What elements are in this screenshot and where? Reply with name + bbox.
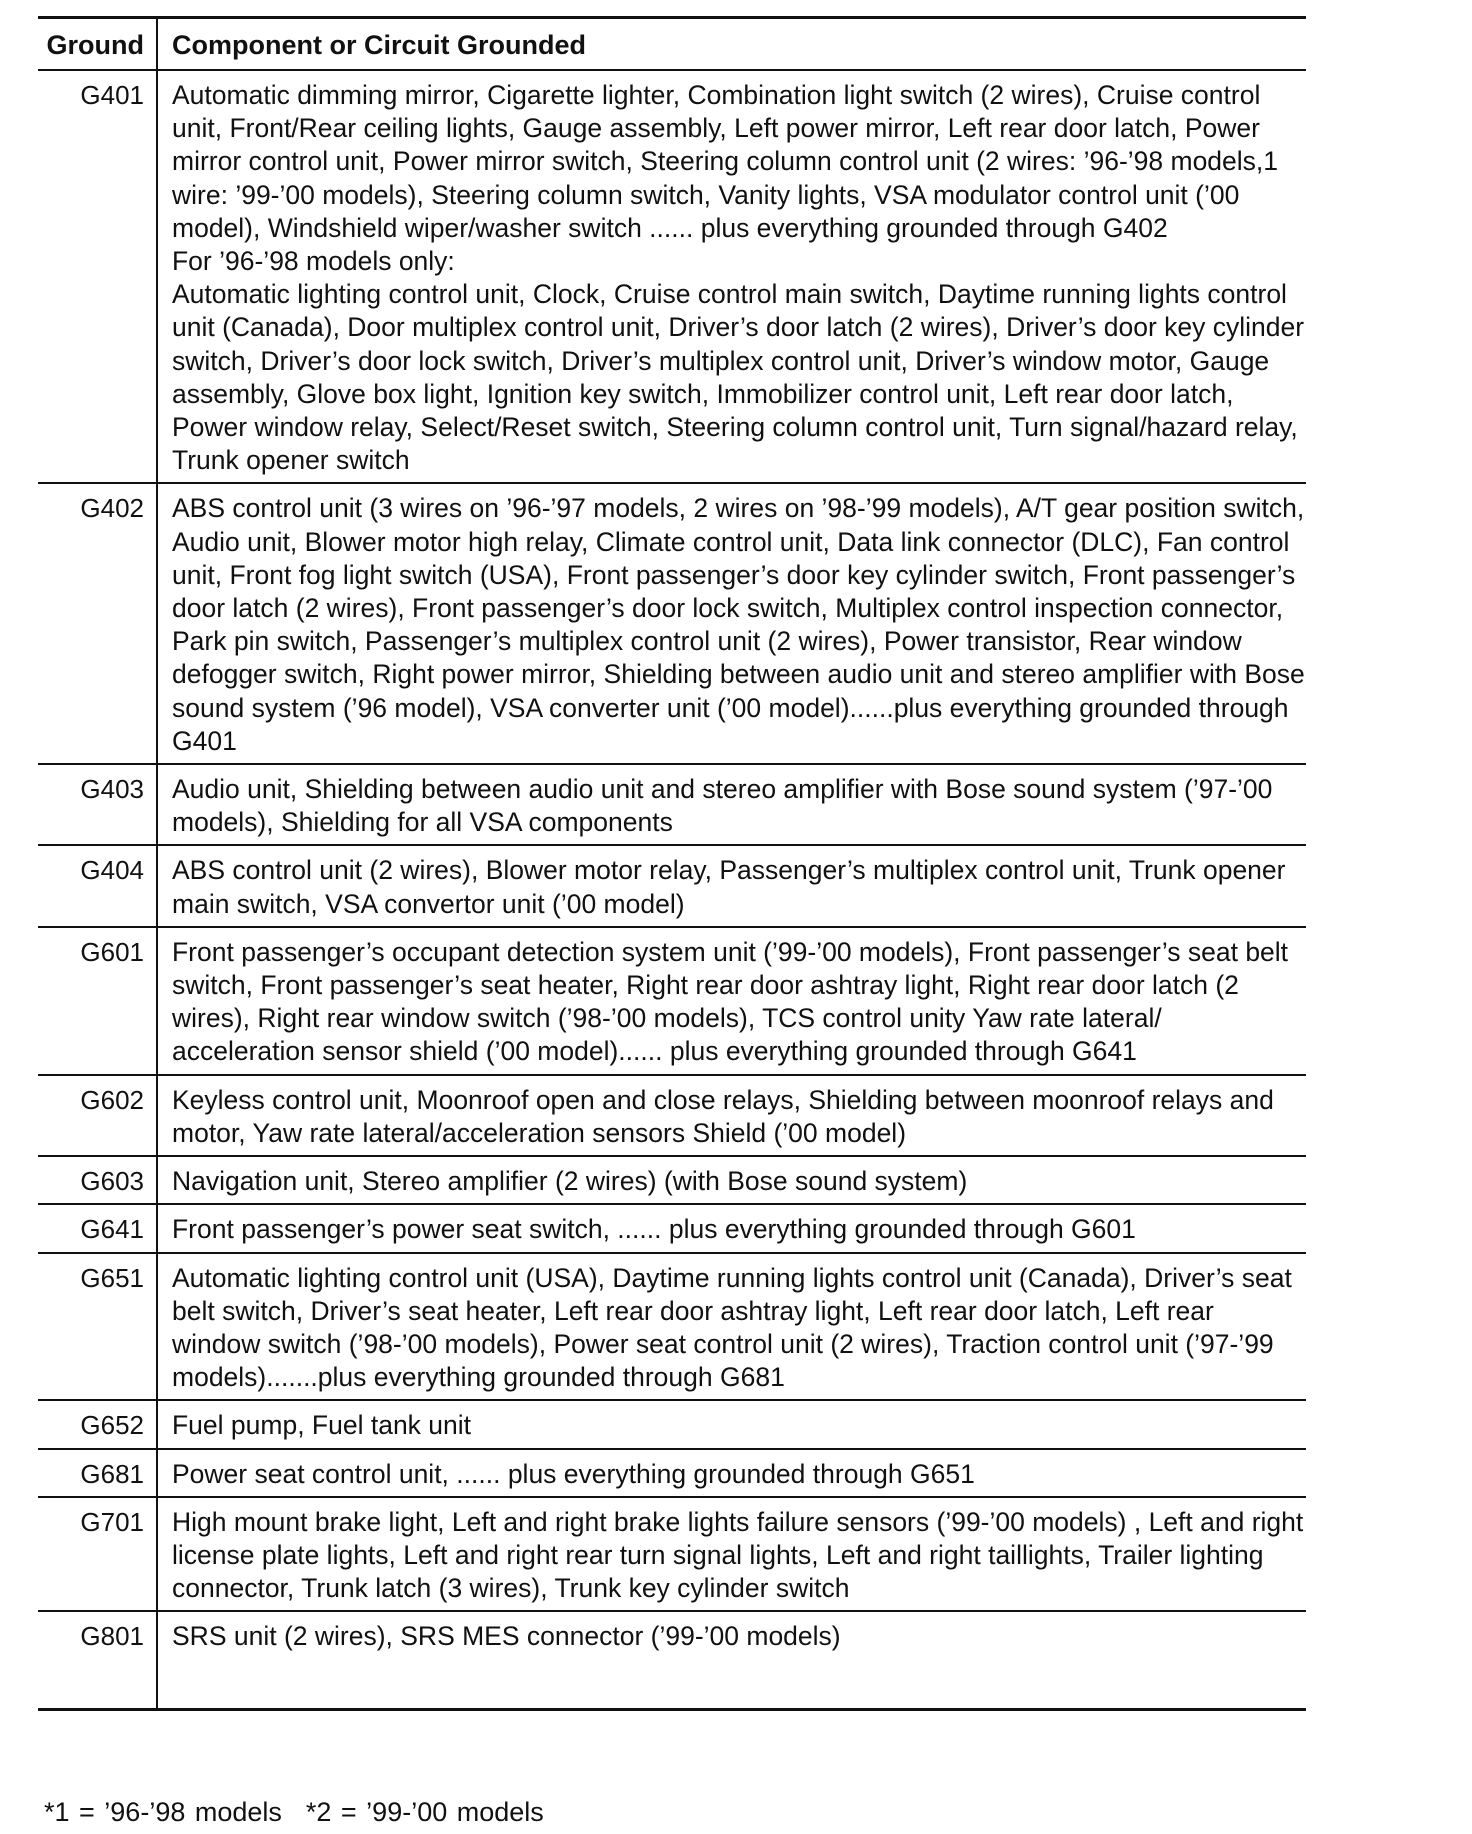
ground-cell: G602 — [80, 1084, 144, 1115]
ground-cell: G652 — [80, 1410, 144, 1441]
ground-cell: G401 — [80, 80, 144, 110]
component-text: Automatic lighting control unit (USA), Daytime running lights control unit (Canada), Driver’s seat belt switch, Driver’s seat heater, Left rear door ashtray light, Left rear door latch, Left rear window switch (’98-’00 models), Power seat control unit (2 wires), Traction control unit (’97-’99 models).......plus everything grounded through G681 — [172, 1262, 1292, 1393]
table-row — [38, 484, 1306, 765]
ground-cell: G404 — [80, 855, 144, 886]
ground-cell: G701 — [80, 1506, 144, 1537]
component-cell — [156, 1157, 1306, 1203]
component-cell — [156, 765, 1306, 844]
component-text: Front passenger’s occupant detection system unit (’99-’00 models), Front passenger’s seat belt switch, Front passenger’s seat heater, Right rear door ashtray light, Right rear door latch (2 wires), Right rear window switch (’98-’00 models), TCS control unity Yaw rate lateral/ acceleration sensor shield (’00 model)...... plus everything grounded through G641 — [172, 936, 1289, 1067]
table-row — [38, 1205, 1306, 1253]
ground-cell: G801 — [80, 1621, 144, 1652]
ground-cell: G681 — [80, 1458, 144, 1489]
table-row — [38, 1612, 1306, 1711]
component-text: For ’96-’98 models only: — [172, 246, 455, 277]
component-cell — [156, 1205, 1306, 1251]
table-row — [38, 765, 1306, 846]
component-cell — [156, 846, 1306, 925]
ground-cell: G603 — [80, 1166, 144, 1197]
table-row — [38, 928, 1306, 1076]
component-cell — [156, 1254, 1306, 1400]
component-cell — [156, 1498, 1306, 1611]
component-text: Keyless control unit, Moonroof open and close relays, Shielding between moonroof relays and motor, Yaw rate lateral/acceleration sensors Shield (’00 model) — [172, 1084, 1274, 1148]
table-row — [38, 1254, 1306, 1402]
component-text: Automatic lighting control unit, Clock, Cruise control main switch, Daytime running lights control unit (Canada), Door multiplex control unit, Driver’s door latch (2 wires), Driver’s door key cylinder switch, Driver’s door lock switch, Driver’s multiplex control unit, Driver’s window motor, Gauge assembly, Glove box light, Ignition key switch, Immobilizer control unit, Left rear door latch, Power window relay, Select/Reset switch, Steering column control unit, Turn signal/hazard relay, Trunk opener switch — [172, 279, 1305, 476]
component-cell — [156, 1401, 1306, 1447]
component-text: ABS control unit (3 wires on ’96-’97 models, 2 wires on ’98-’99 models), A/T gear position switch, Audio unit, Blower motor high relay, Climate control unit, Data link connector (DLC), Fan control unit, Front fog light switch (USA), Front passenger’s door key cylinder switch, Front passenger’s door latch (2 wires), Front passenger’s door lock switch, Multiplex control inspection connector, Park pin switch, Passenger’s multiplex control unit (2 wires), Power transistor, Rear window defogger switch, Right power mirror, Shielding between audio unit and stereo amplifier with Bose sound system (’96 model), VSA converter unit (’00 model)......plus everything grounded through G401 — [172, 493, 1305, 756]
table-row — [38, 1076, 1306, 1157]
component-text: Fuel pump, Fuel tank unit — [172, 1410, 472, 1441]
component-cell — [156, 71, 1306, 482]
table-row — [38, 1498, 1306, 1613]
header-component-label: Component or Circuit Grounded — [172, 30, 586, 60]
component-text: SRS unit (2 wires), SRS MES connector (’99-’00 models) — [172, 1621, 841, 1652]
component-cell — [156, 1450, 1306, 1496]
table-header — [38, 19, 1306, 71]
component-cell — [156, 1612, 1306, 1708]
component-cell — [156, 928, 1306, 1074]
component-text: ABS control unit (2 wires), Blower motor relay, Passenger’s multiplex control unit, Trunk opener main switch, VSA convertor unit (’00 model) — [172, 855, 1286, 919]
table-row — [38, 1401, 1306, 1449]
table-row — [38, 1450, 1306, 1498]
footnote — [44, 1797, 568, 1828]
header-ground: Ground — [46, 30, 144, 60]
component-text: High mount brake light, Left and right brake lights failure sensors (’99-’00 models) , Left and right license plate lights, Left and right rear turn signal lights, Left and right taillights, Trailer lighting connector, Trunk latch (3 wires), Trunk key cylinder switch — [172, 1506, 1304, 1604]
component-cell — [156, 484, 1306, 763]
table-row — [38, 846, 1306, 927]
ground-table — [38, 16, 1306, 1711]
footnote-2: *2 = ’99-’00 models — [305, 1797, 544, 1827]
table-row — [38, 71, 1306, 484]
ground-cell: G651 — [80, 1262, 144, 1293]
component-text: Navigation unit, Stereo amplifier (2 wires) (with Bose sound system) — [172, 1166, 968, 1197]
component-text: Automatic dimming mirror, Cigarette lighter, Combination light switch (2 wires), Cruise control unit, Front/Rear ceiling lights, Gauge assembly, Left power mirror, Left rear door latch, Power mirror control unit, Power mirror switch, Steering column control unit (2 wires: ’96-’98 models,1 wire: ’99-’00 models), Steering column switch, Vanity lights, VSA modulator control unit (’00 model), Windshield wiper/washer switch ...... plus everything grounded through G402 — [172, 80, 1279, 243]
component-text: Front passenger’s power seat switch, ...... plus everything grounded through G601 — [172, 1214, 1136, 1245]
table-row — [38, 1157, 1306, 1205]
ground-cell: G403 — [80, 774, 144, 805]
footnote-1: *1 = ’96-’98 models — [44, 1797, 282, 1827]
component-text: Audio unit, Shielding between audio unit and stereo amplifier with Bose sound system (’97-’00 models), Shielding for all VSA components — [172, 774, 1273, 838]
header-component — [156, 19, 1306, 69]
ground-cell: G601 — [80, 936, 144, 967]
ground-cell: G641 — [80, 1214, 144, 1245]
ground-cell: G402 — [80, 493, 144, 524]
component-text: Power seat control unit, ...... plus everything grounded through G651 — [172, 1458, 975, 1489]
component-cell — [156, 1076, 1306, 1155]
